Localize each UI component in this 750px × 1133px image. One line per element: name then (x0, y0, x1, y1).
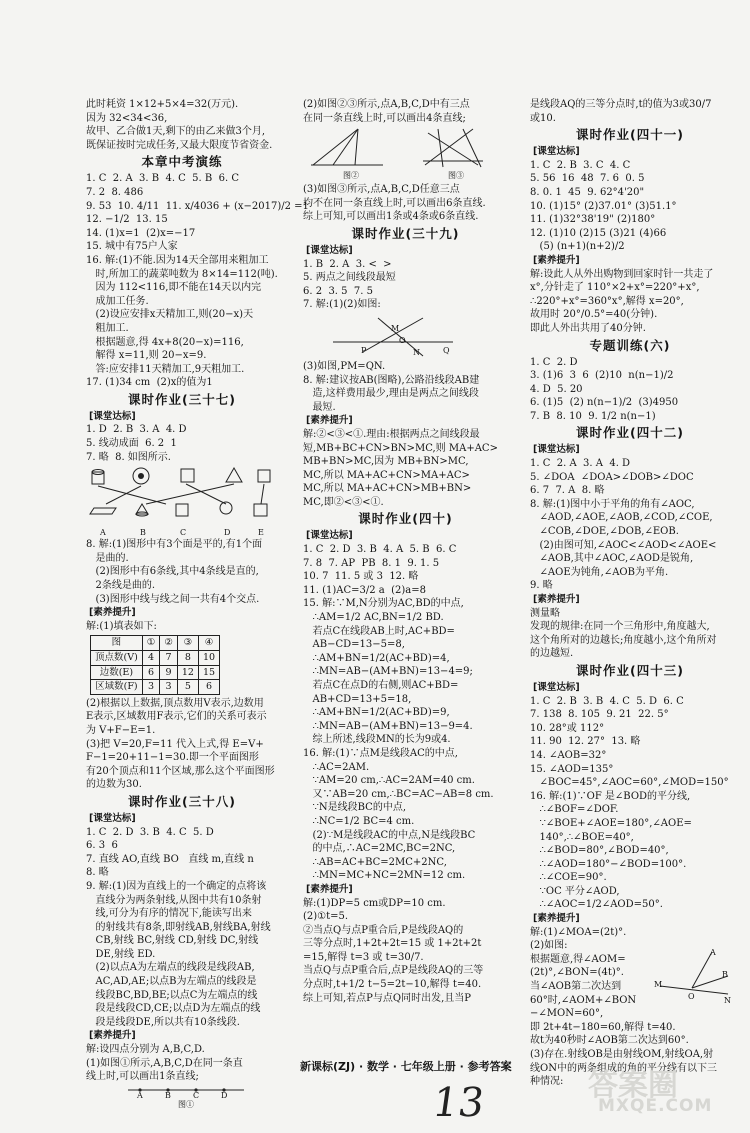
text-line: 11. (1)AC=3/2 a (2)a=8 (303, 584, 426, 596)
text-line: 5. 两点之间线段最短 (303, 272, 396, 284)
text-line: ∴AM=1/2 AC,BN=1/2 BD. (303, 612, 444, 624)
text-line: 1. C 2. A 3. A 4. D (530, 458, 631, 470)
text-line: ∴∠BOD=80°,∠BOD=40°, (530, 845, 669, 857)
text-line: 短,MB+BC+CN>BN>MC,则 MA+AC> (303, 442, 498, 454)
text-line: MC,所以 MA+AC+CN>MA+AC> (303, 469, 470, 481)
text-line: ∠BOC=45°,∠AOC=60°,∠MOD=150° (530, 777, 729, 789)
text-line: 8. 解:建议按AB(图略),公路沿线段AB建 (303, 374, 480, 386)
text-line: 时,所加工的蔬菜吨数为 8×14=112(吨). (86, 268, 278, 280)
text-line: −∠MON=60°, (530, 1008, 604, 1020)
text-line: 即此人外出共用了40分钟. (530, 322, 646, 334)
right-column (530, 98, 730, 1089)
text-line: 1. C 2. D 3. B 4. A 5. B 6. C (303, 544, 457, 556)
text-block (303, 183, 508, 224)
text-block (86, 826, 278, 1030)
text-line: 14. (1)x=1 (2)x=−17 (86, 227, 196, 239)
text-line: E表示,区域数用F表示,它们的关系可表示 (86, 711, 267, 723)
text-line: 6. 7 7. A 8. 略 (530, 485, 605, 497)
text-line: ∠COB,∠DOE,∠DOB,∠EOB. (530, 526, 679, 538)
text-line: 故甲、乙合做1天,剩下的由乙来做3个月, (86, 126, 266, 138)
text-line: 10. 7 11. 5 或 3 12. 略 (303, 571, 419, 583)
text-line: ∴NC=1/2 BC=4 cm. (303, 815, 415, 827)
text-line: 根据题意,得 4x+8(20−x)=116, (86, 336, 244, 348)
text-line: 解:(1)填表如下: (86, 620, 157, 632)
improve-label: [素养提升] (533, 594, 580, 605)
text-line: 答:应安排11天精加工,9天粗加工. (86, 363, 245, 375)
text-line: (2)如图: (530, 940, 568, 952)
text-line: ∴AC=2AM. (303, 761, 370, 773)
text-line: 9. 略 (530, 580, 553, 592)
text-line: ∴∠COE=90°. (530, 872, 607, 884)
text-line: ∵∠BOE+∠AOE=180°,∠AOE= (530, 817, 692, 829)
figure-caption: 图① (178, 1099, 194, 1109)
text-line: 故t为40秒时∠AOB第二次达到60°. (530, 1035, 689, 1047)
text-line: (2)由图可知,∠AOC<∠AOD<∠AOE< (530, 539, 717, 551)
text-block (86, 620, 278, 634)
text-line: 3. (1)6 3 6 (2)10 n(n−1)/2 (530, 370, 674, 382)
text-line: 若点C在点D的右侧,则AC+BD= (303, 680, 459, 691)
text-line: 8. 略 (86, 867, 109, 879)
text-line: 1. C 2. D (530, 356, 578, 368)
text-line: ∴MN=MC+NC=2MN=12 cm. (303, 870, 466, 882)
page-footer: 新课标(ZJ) · 数学 · 七年级上册 · 参考答案 (300, 1060, 512, 1073)
classroom-label: [课堂达标] (89, 812, 136, 824)
point-label: A (137, 1090, 143, 1100)
text-line: ∴∠AOC=1/2∠AOD=50°. (530, 899, 663, 911)
text-line: 16. 解:(1)∵OF 是∠BOD的平分线, (530, 790, 691, 802)
text-line: 7. 8 7. AP PB 8. 1 9. 1. 5 (303, 557, 440, 569)
text-line: (2)∵M是线段AC的中点,N是线段BC (303, 829, 476, 841)
text-block (530, 695, 730, 913)
table-header: 图 ① ② ③ ④ (91, 636, 220, 651)
improve-label: [素养提升] (533, 254, 580, 266)
text-line: (1)如图①所示,A,B,C,D在同一条直 (86, 1057, 243, 1069)
text-line: AB+CD=13+5=18, (303, 693, 412, 705)
text-line: 8. 0. 1 45 9. 62°4'20" (530, 186, 645, 198)
line-figure-39 (303, 312, 508, 360)
text-line: 16. 解:(1)∵点M是线段AC的中点, (303, 747, 458, 759)
text-line: MB+BN>MC,因为 MB+BN>MC, (303, 456, 469, 468)
vertex-table (90, 635, 220, 694)
text-line: ∠AOD,∠AOE,∠AOB,∠COD,∠COE, (530, 512, 713, 524)
text-line: (5) (n+1)(n+2)/2 (530, 241, 625, 253)
classroom-label: [课堂达标] (306, 244, 353, 256)
text-line: ∴MN=AB−(AM+BN)=13−4=9; (303, 666, 473, 678)
text-line: 1. C 2. B 3. C 4. C (530, 159, 631, 171)
text-line: MC,所以 MA+AC+CN>MB+BN> (303, 483, 472, 495)
text-line: ②当点Q与点P重合后,P是线段AQ的 (303, 924, 464, 936)
table-row: 边数(E) 6 9 12 15 (91, 665, 220, 680)
point-label: Q (443, 345, 450, 355)
text-line: 7. 2 8. 486 (86, 186, 144, 198)
text-line: 是线段AQ的三等分点时,t的值为3或30/7 (530, 99, 712, 110)
classroom-label: [课堂达标] (533, 146, 580, 158)
text-line: 解:设四点分别为 A,B,C,D. (86, 1044, 205, 1056)
middle-column (303, 98, 508, 1005)
text-line: 解:设此人从外出购物到回家时针一共走了 (530, 268, 714, 280)
section-title-41: 课时作业(四十一) (576, 127, 684, 143)
text-line: ∴AM+BN=1/2(AC+BD)=4, (303, 652, 450, 664)
fig-label: C (180, 528, 187, 538)
figures-2-3 (303, 125, 508, 183)
text-line: 8. 解:(1)图中小于平角的角有∠AOC, (530, 498, 695, 510)
text-line: 2条线是曲的. (86, 580, 156, 592)
fig-label: E (258, 528, 264, 538)
text-line: 此时耗资 1×12+5×4=32(万元). (86, 99, 239, 110)
text-line: 1. C 2. B 3. B 4. C 5. D 6. C (530, 695, 684, 707)
text-line: 综上可知,若点P与点Q同时出发,且当P (303, 992, 472, 1004)
text-line: (2)根据以上数据,顶点数用V表示,边数用 (86, 697, 264, 709)
text-line: 15. 城中有75户人家 (86, 241, 178, 253)
text-line: 9. 53 10. 4/11 11. x/4036 + (x−2017)/2 =1 (86, 200, 309, 212)
point-label: M (654, 979, 663, 989)
text-line: ∴∠AOD=180°−∠BOD=100°. (530, 858, 687, 870)
section-title-40: 课时作业(四十) (358, 511, 453, 527)
text-line: ∠AOE为钝角,∠AOB为平角. (530, 566, 669, 578)
section-title-special-6: 专题训练(六) (589, 337, 671, 353)
figure-labels (86, 526, 278, 538)
text-line: 综上可知,可以画出1条或4条或6条直线. (303, 211, 479, 223)
text-line: 15. 解:∵M,N分别为AC,BD的中点, (303, 598, 464, 610)
fig-label: A (100, 528, 106, 538)
text-line: 10. 28°或 112° (530, 722, 605, 734)
text-line: 的射线共有8条,即射线AB,射线BA,射线 (86, 921, 271, 933)
text-line: ∵AM=20 cm,∴AC=2AM=40 cm. (303, 775, 475, 787)
left-column (86, 98, 309, 1110)
line-figure-1 (86, 1084, 278, 1110)
text-line: 的中点,∴AC=2MC,BC=2NC, (303, 843, 456, 855)
improve-label: [素养提升] (306, 415, 353, 427)
text-line: 在同一条直线上时,可以画出4条直线; (303, 112, 466, 124)
point-label: N (724, 995, 731, 1005)
point-label: P (361, 345, 367, 355)
text-line: (3)如图,PM=QN. (303, 360, 386, 372)
text-block (86, 423, 278, 464)
text-line: ∴AM+BN=1/2(AC+BD)=9, (303, 707, 450, 719)
point-label: C (193, 1090, 200, 1100)
text-line: (3)如图③所示,点A,B,C,D任意三点 (303, 184, 460, 196)
text-line: 1. C 2. D 3. B 4. C 5. D (86, 826, 214, 838)
text-line: (2t)°,∠BON=(4t)°. (530, 967, 624, 979)
text-line: 线段BC,BD,BE;以点C为左端点的线 (86, 989, 258, 1001)
text-block (86, 1043, 278, 1084)
text-line: x°,分针走了 110°×2+x°=220°+x°, (530, 282, 700, 294)
text-line: ∴∠BOF=∠DOF. (530, 804, 619, 816)
text-line: 6. 2 3. 5 7. 5 (303, 285, 373, 297)
solid-figures-diagram (86, 464, 278, 526)
text-line: 的边越短. (530, 648, 574, 660)
text-block (86, 172, 309, 390)
text-line: 7. 解:(1)(2)如图: (303, 299, 381, 311)
point-label: A (710, 947, 716, 957)
point-label: B (165, 1090, 171, 1100)
text-line: 最短. (303, 401, 336, 413)
text-line: 又∵AB=20 cm,∴BC=AC−AB=8 cm. (303, 788, 494, 800)
text-line: 1. D 2. B 3. A 4. D (86, 424, 187, 436)
text-block (303, 360, 508, 414)
text-line: ∴220°+x°=360°x°,解得 x=20°, (530, 295, 684, 307)
text-line: 6. 3 6 (86, 840, 118, 852)
text-block (530, 98, 730, 125)
section-title-43: 课时作业(四十三) (576, 662, 684, 678)
text-line: 故用时 20°/0.5°=40(分钟). (530, 309, 658, 321)
text-line: 段是线段DE,所以共有10条线段. (86, 1016, 240, 1028)
improve-label: [素养提升] (89, 1030, 136, 1042)
improve-label: [素养提升] (89, 607, 136, 619)
text-line: ∴MN=AB−(AM+BN)=13−9=4. (303, 720, 473, 732)
text-line: (2)以点A为左端点的线段是线段AB, (86, 962, 255, 974)
text-line: (3)图形中线与线之间一共有4个交点. (86, 593, 260, 605)
text-line: (2)①t=5. (303, 911, 349, 923)
point-label: N (413, 347, 420, 357)
fig-label: D (224, 528, 231, 538)
text-line: 11. (1)32°38'19" (2)180° (530, 214, 656, 226)
text-line: 12. (1)10 (2)15 (3)21 (4)66 (530, 227, 667, 239)
table-row: 区域数(F) 3 3 5 6 (91, 680, 220, 695)
text-line: 11. 90 12. 27° 13. 略 (530, 736, 641, 748)
point-label: M (391, 323, 400, 333)
text-line: 7. 138 8. 105 9. 21 22. 5° (530, 709, 669, 721)
point-label: O (688, 991, 695, 1001)
text-line: 因为 112<116,即不能在14天以内完 (86, 282, 262, 294)
improve-label: [素养提升] (533, 913, 580, 925)
text-line: 因为 32<34<36, (86, 112, 168, 124)
text-line: 均不在同一条直线上时,可以画出6条直线. (303, 197, 486, 209)
text-line: F−1=20+11−1=30.即一个平面图形 (86, 752, 259, 764)
text-line: ∵N是线段BC的中点, (303, 802, 407, 814)
text-line: (2)设应安排x天精加工,则(20−x)天 (86, 309, 254, 321)
text-block (303, 428, 508, 510)
text-line: 17. (1)34 cm (2)x的值为1 (86, 377, 213, 389)
text-block (86, 538, 278, 606)
figure-caption: 图③ (448, 171, 464, 181)
text-line: MC,即②<③<①. (303, 496, 384, 508)
text-line: 三等分点时,1+2t+2t=15 或 1+2t+2t (303, 938, 482, 950)
text-line: 造,这样费用最少,理由是两点之间线段 (303, 388, 479, 400)
text-line: 5. 56 16 48 7. 6 0. 5 (530, 173, 645, 185)
text-line: 成加工任务. (86, 295, 149, 307)
text-line: 7. 直线 AO,直线 BO 直线 m,直线 n (86, 853, 254, 865)
text-line: 当点Q与点P重合后,点P是线段AQ的三等 (303, 965, 484, 977)
text-line: 12. −1/2 13. 15 (86, 214, 168, 226)
text-block (303, 897, 508, 1006)
text-line: AC,AD,AE;以点B为左端点的线段是 (86, 976, 257, 988)
text-line: 1. C 2. A 3. B 4. C 5. B 6. C (86, 173, 239, 185)
text-line: 种情况: (530, 1076, 564, 1088)
text-block (530, 457, 730, 593)
text-line: 的边数为30. (86, 779, 142, 791)
text-block (303, 543, 508, 883)
text-line: 分点时,t+1/2 t−5=2t−10,解得 t=40. (303, 979, 482, 991)
text-line: 60°时,∠AOM+∠BON (530, 994, 637, 1006)
classroom-label: [课堂达标] (533, 444, 580, 456)
text-line: (2)如图②③所示,点A,B,C,D中有三点 (303, 99, 470, 110)
text-block (530, 268, 730, 336)
text-line: 测量略 (530, 607, 560, 619)
text-line: 既保证按时完成任务,又最大限度节省资金. (86, 139, 273, 151)
text-line: 9. 解:(1)因为直线上的一个确定的点将该 (86, 880, 267, 892)
text-line: ∠AOB,其中∠AOC,∠AOD是锐角, (530, 553, 694, 565)
table-row: 顶点数(V) 4 7 8 10 (91, 651, 220, 666)
text-line: 解:(1)DP=5 cm或DP=10 cm. (303, 897, 446, 909)
text-line: ∴AB=AC+BC=2MC+2NC, (303, 856, 447, 868)
text-line: 若点C在线段AB上时,AC+BD= (303, 625, 455, 637)
text-line: 10. (1)15° (2)37.01° (3)51.1° (530, 200, 677, 212)
text-line: 综上所述,线段MN的长为9或4. (303, 734, 451, 746)
text-line: 为 V+F−E=1. (86, 724, 156, 736)
text-line: 6. (1)5 (2) n(n−1)/2 (3)4950 (530, 397, 679, 409)
watermark: 答案圈 (588, 1068, 678, 1103)
text-line: 7. 略 8. 如图所示. (86, 451, 171, 463)
text-line: 线,可分为有序的情况下,能读写出来 (86, 908, 252, 920)
text-line: 8. 解:(1)图形中有3个面是平的,有1个面 (86, 539, 263, 551)
text-line: 7. B 8. 10 9. 1/2 n(n−1) (530, 410, 656, 422)
section-title-42: 课时作业(四十二) (576, 425, 684, 441)
section-title-39: 课时作业(三十九) (351, 225, 460, 241)
text-line: DE,射线 ED. (86, 948, 156, 960)
page-number: 13 (429, 1080, 488, 1126)
text-line: 解:②<③<①.理由:根据两点之间线段最 (303, 428, 480, 440)
text-block (303, 258, 508, 312)
text-line: 段是线段CD,CE;以点D为左端点的线 (86, 1003, 261, 1015)
text-line: =15,解得 t=3 或 t=30/7. (303, 951, 424, 963)
text-line: 是曲的. (86, 552, 129, 564)
text-line: (3)存在.射线OB是由射线OM,射线OA,射 (530, 1049, 714, 1060)
text-block (530, 607, 730, 661)
text-line: (3)把 V=20,F=11 代入上式,得 E=V+ (86, 738, 264, 750)
text-line: 140°,∴∠BOE=40°, (530, 831, 634, 843)
text-line: 直线分为两条射线,从图中共有10条射 (86, 894, 262, 906)
figure-caption: 图② (343, 171, 359, 181)
point-label: D (221, 1090, 228, 1100)
text-block (530, 159, 730, 254)
classroom-label: [课堂达标] (533, 681, 580, 693)
text-line: 15. ∠AOD=135° (530, 763, 614, 775)
text-line: 根据题意,得∠AOM= (530, 953, 626, 965)
text-line: (2)图形中有6条线,其中4条线是直的, (86, 566, 259, 578)
text-line: 这个角所对的边越长;角度越小,这个角所对 (530, 634, 717, 646)
watermark-url: MXQE.COM (598, 1096, 713, 1116)
text-line: 5. 线动成面 6. 2 1 (86, 438, 177, 450)
text-line: 14. ∠AOB=32° (530, 749, 607, 761)
text-line: AB−CD=13−5=8, (303, 639, 405, 651)
fig-label: B (140, 528, 146, 538)
text-line: 线上时,可以画出1条直线; (86, 1071, 199, 1083)
text-line: ∵OC 平分∠AOD, (530, 885, 620, 897)
angle-figure (652, 946, 732, 1006)
text-line: 解:(1)∠MOA=(2t)°. (530, 926, 627, 938)
point-label: B (722, 969, 728, 979)
section-title-review: 本章中考演练 (141, 154, 223, 170)
improve-label: [素养提升] (306, 883, 353, 895)
text-block (86, 697, 278, 792)
text-block (303, 98, 508, 125)
text-line: 即 2t+4t−180=60,解得 t=40. (530, 1021, 676, 1033)
text-line: 线ON中的两条组成的角的平分线有以下三 (530, 1062, 717, 1074)
section-title-38: 课时作业(三十八) (128, 793, 236, 809)
text-line: 5. ∠DOA ∠DOA>∠DOB>∠DOC (530, 471, 694, 483)
text-line: CB,射线 BC,射线 CD,射线 DC,射线 (86, 935, 259, 947)
text-line: 有20个顶点和11个区域,那么这个平面图形 (86, 765, 275, 777)
text-line: 解得 x=11,则 20−x=9. (86, 350, 207, 362)
point-label: O (399, 335, 406, 345)
text-line: 发现的规律:在同一个三角形中,角度越大, (530, 621, 710, 633)
text-line: 16. 解:(1)不能.因为14天全部用来粗加工 (86, 254, 269, 266)
section-title-37: 课时作业(三十七) (128, 391, 236, 407)
text-line: 当∠AOB第二次达到 (530, 981, 622, 993)
classroom-label: [课堂达标] (306, 530, 353, 542)
text-line: 或10. (530, 112, 556, 124)
classroom-label: [课堂达标] (89, 410, 136, 422)
text-line: 4. D 5. 20 (530, 383, 583, 395)
text-line: 粗加工. (86, 322, 129, 334)
text-line: 1. B 2. A 3. < > (303, 258, 392, 270)
text-block (86, 98, 278, 152)
text-block (530, 356, 730, 424)
